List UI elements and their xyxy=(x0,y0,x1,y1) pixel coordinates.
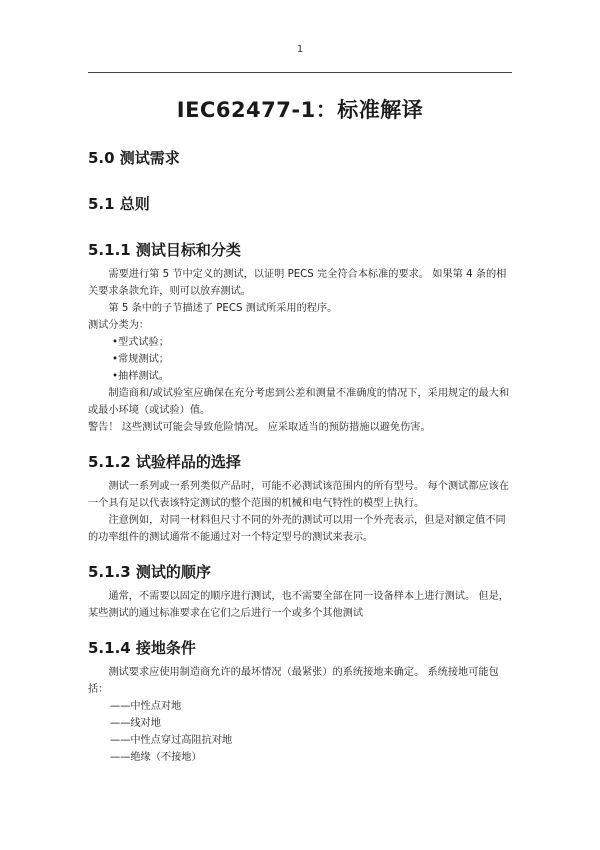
document-body xyxy=(88,148,514,766)
paragraph: 测试要求应使用制造商允许的最坏情况（最紧张）的系统接地来确定。 系统接地可能包括： xyxy=(88,667,499,695)
section-5-1-3-heading: 5.1.3 测试的顺序 xyxy=(88,563,211,581)
section-5-1-3-body xyxy=(88,588,514,622)
document-title: IEC62477-1：标准解译 xyxy=(176,98,424,122)
section-5-1-heading: 5.1 总则 xyxy=(88,195,150,213)
section-5-1-1-body xyxy=(88,266,514,436)
paragraph: 注意例如，对同一材料但尺寸不同的外壳的测试可以用一个外壳表示，但是对额定值不同的功率组件的测试通常不能通过对一个特定型号的测试来表示。 xyxy=(88,515,506,543)
list-item: ——中性点对地 xyxy=(110,701,182,712)
section-5-1-2-heading: 5.1.2 试验样品的选择 xyxy=(88,453,241,471)
list-item: ——线对地 xyxy=(110,718,161,729)
section-5-1-2-body xyxy=(88,478,514,546)
paragraph: 需要进行第 5 节中定义的测试，以证明 PECS 完全符合本标准的要求。 如果第 4 条的相关要求条款允许，则可以放弃测试。 xyxy=(88,269,507,297)
list-item: •抽样测试。 xyxy=(112,371,169,382)
paragraph: 制造商和/或试验室应确保在充分考虑到公差和测量不准确度的情况下，采用规定的最大和或最小环境（或试验）值。 xyxy=(88,388,510,416)
list-item: ——中性点穿过高阻抗对地 xyxy=(110,735,233,746)
paragraph: 测试分类为： xyxy=(88,320,150,331)
list-item: ——绝缘（不接地） xyxy=(110,752,202,763)
paragraph: 第 5 条中的子节描述了 PECS 测试所采用的程序。 xyxy=(108,303,338,314)
paragraph: 测试一系列或一系列类似产品时，可能不必测试该范围内的所有型号。 每个测试都应该在一个具有足以代表该特定测试的整个范围的机械和电气特性的模型上执行。 xyxy=(88,481,509,509)
section-5-1-4-heading: 5.1.4 接地条件 xyxy=(88,639,196,657)
section-5-1-1-heading: 5.1.1 测试目标和分类 xyxy=(88,241,241,259)
list-item: •型式试验； xyxy=(112,337,169,348)
page-number: 1 xyxy=(296,44,304,55)
section-5-0-heading: 5.0 测试需求 xyxy=(88,149,180,167)
list-item: •常规测试； xyxy=(112,354,169,365)
warning-text: 警告！ 这些测试可能会导致危险情况。 应采取适当的预防措施以避免伤害。 xyxy=(88,422,431,433)
header-rule xyxy=(88,72,512,73)
paragraph: 通常，不需要以固定的顺序进行测试，也不需要全部在同一设备样本上进行测试。 但是，某些测试的通过标准要求在它们之后进行一个或多个其他测试 xyxy=(88,591,509,619)
section-5-1-4-body xyxy=(88,664,514,766)
